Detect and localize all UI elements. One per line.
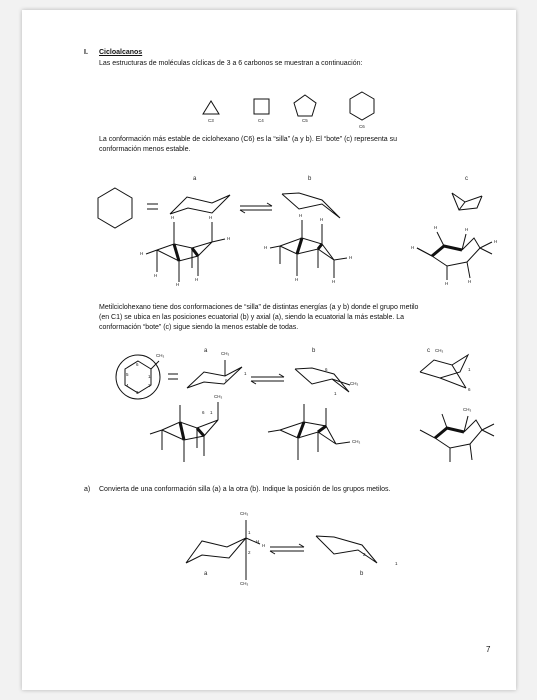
paragraph1-line1: La conformación más estable de ciclohexano (C6) es la “silla” (a y b). El “bote” (c) representa su	[99, 136, 398, 143]
conformer-label-a: a	[193, 176, 197, 182]
ring-number-5: 5	[126, 372, 129, 377]
ring-label-c3: C3	[208, 118, 214, 123]
ring-number-3: 3	[136, 390, 139, 395]
h-label: H	[176, 282, 180, 287]
ring-number-2: 2	[248, 550, 251, 555]
ring-number-6: 6	[136, 362, 139, 367]
question-chair-a	[186, 538, 246, 563]
h-label: H	[494, 239, 498, 244]
ring-label-c6: C6	[359, 124, 365, 129]
ring-label-c5: C5	[302, 118, 308, 123]
h-label: H	[262, 543, 266, 548]
h-label: H	[445, 281, 449, 286]
h-label: H	[171, 215, 175, 220]
conformer-label-b: b	[308, 176, 312, 182]
section-title: Cicloalcanos	[99, 49, 143, 56]
h-label: H	[320, 217, 324, 222]
paragraph1-line2: conformación menos estable.	[99, 146, 191, 153]
h-label: H	[434, 225, 438, 230]
h-label: H	[256, 539, 260, 544]
methyl-conformer-label-a: a	[204, 348, 208, 354]
question-label-a: a	[204, 571, 208, 577]
question-chair-b	[316, 536, 377, 563]
ring-number-1: 1	[334, 391, 337, 396]
question-label-b: b	[360, 571, 364, 577]
ring-number-4: 4	[126, 383, 129, 388]
h-label: H	[299, 213, 303, 218]
ring-number-1: 1	[210, 410, 213, 415]
methyl-label: CH₃	[463, 407, 472, 412]
methyl-conformer-label-c: c	[427, 348, 430, 354]
methyl-conformer-label-b: b	[312, 348, 316, 354]
ring-number-1: 1	[468, 367, 471, 372]
ring-number-6: 6	[325, 367, 328, 372]
ring-number-6: 6	[225, 378, 228, 383]
h-label: H	[209, 215, 213, 220]
h-label: H	[140, 251, 144, 256]
ring-number-6: 6	[468, 387, 471, 392]
question-label: a)	[84, 486, 91, 493]
intro-text: Las estructuras de moléculas cíclicas de 3 a 6 carbonos se muestran a continuación:	[99, 60, 363, 67]
methyl-label: CH₃	[352, 439, 361, 444]
h-label: H	[468, 279, 472, 284]
h-label: H	[195, 277, 199, 282]
page-number: 7	[486, 645, 491, 654]
ring-number-1: 1	[148, 374, 151, 379]
section-number: I.	[84, 49, 88, 56]
ring-number-1: 1	[395, 561, 398, 566]
ring-number-6: 6	[202, 410, 205, 415]
h-label: H	[227, 236, 231, 241]
ring-number-1: 1	[248, 530, 251, 535]
ring-label-c4: C4	[258, 118, 264, 123]
ring-number-2: 2	[148, 383, 151, 388]
methyl-label: CH₃	[156, 353, 165, 358]
h-label: H	[332, 279, 336, 284]
h-label: H	[295, 277, 299, 282]
ring-number-2: 2	[363, 552, 366, 557]
methyl-label: CH₃	[350, 381, 359, 386]
methyl-label: CH₃	[435, 348, 444, 353]
h-label: H	[465, 227, 469, 232]
paragraph2-line1: Metilciclohexano tiene dos conformaciones de “silla” de distintas energías (a y b) donde el grupo metilo	[99, 304, 419, 311]
paragraph2-line3: conformación “bote” (c) sigue siendo la menos estable de todas.	[99, 324, 299, 331]
h-label: H	[264, 245, 268, 250]
methyl-label: CH₃	[240, 581, 249, 586]
h-label: H	[154, 273, 158, 278]
methyl-label: CH₃	[214, 394, 223, 399]
ring-number-1: 1	[244, 371, 247, 376]
methyl-label: CH₃	[221, 351, 230, 356]
h-label: H	[349, 255, 353, 260]
methyl-label: CH₃	[240, 511, 249, 516]
conformer-label-c: c	[465, 176, 468, 182]
question-text: Convierta de una conformación silla (a) a la otra (b). Indique la posición de los grupos metilos.	[99, 486, 391, 493]
question-figure	[22, 10, 516, 690]
paragraph2-line2: (en C1) se ubica en las posiciones ecuatorial (b) y axial (a), siendo la ecuatorial la más estable. La	[99, 314, 405, 321]
document-page	[22, 10, 516, 690]
h-label: H	[411, 245, 415, 250]
